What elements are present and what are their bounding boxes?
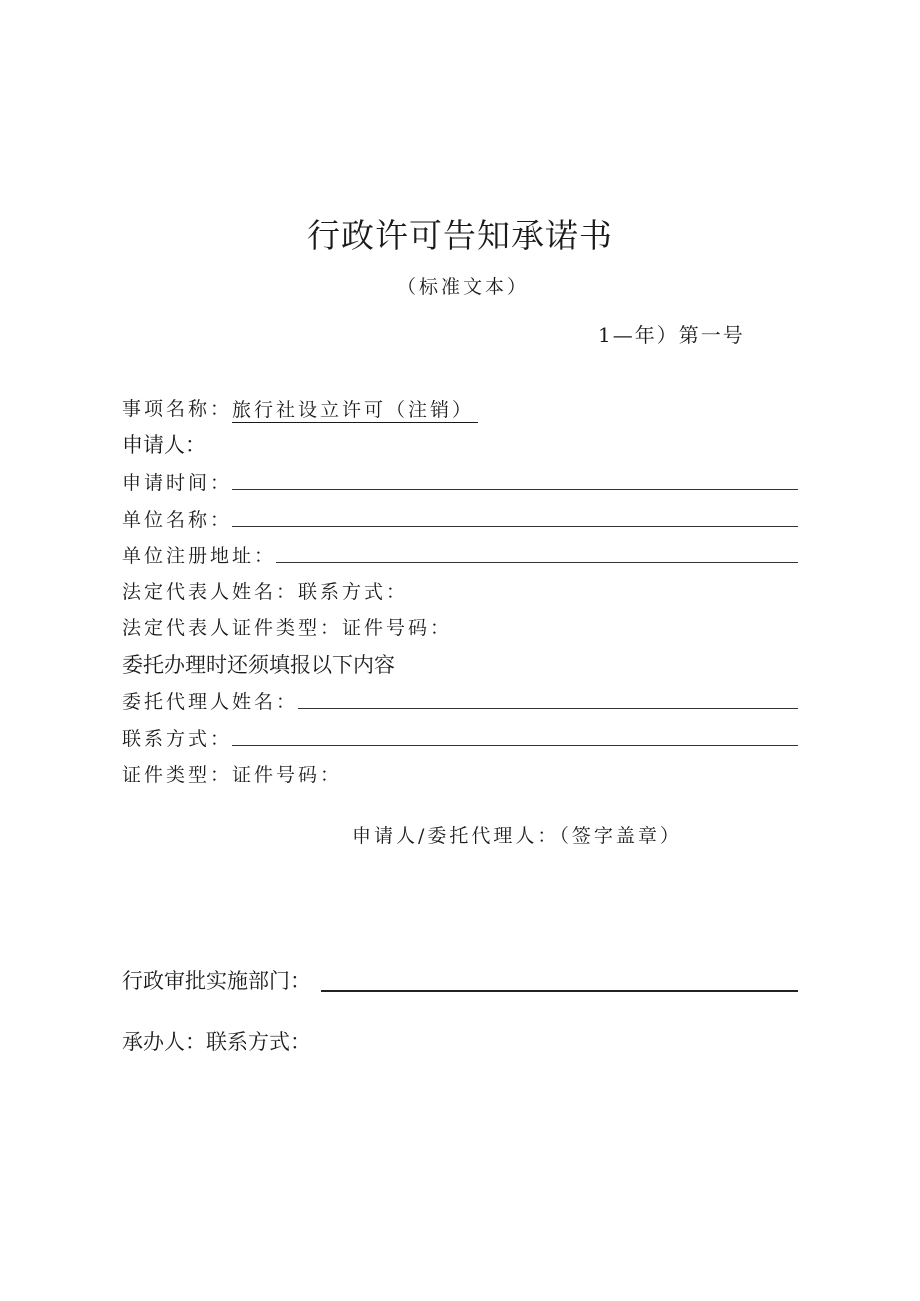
apply-time-field[interactable] bbox=[232, 489, 798, 490]
unit-name-field[interactable] bbox=[232, 526, 798, 527]
legal-rep-id-row bbox=[122, 614, 798, 642]
agent-contact-label: 联系方式： bbox=[122, 728, 233, 750]
agent-id-label: 证件类型：证件号码： bbox=[122, 764, 343, 786]
handler-contact-label: 承办人：联系方式： bbox=[122, 1030, 311, 1054]
agent-contact-row bbox=[122, 725, 798, 753]
agent-contact-field[interactable] bbox=[232, 745, 798, 746]
matter-name-value: 旅行社设立许可（注销） bbox=[232, 398, 478, 423]
approval-department-row bbox=[122, 966, 798, 996]
registered-address-field[interactable] bbox=[276, 562, 798, 563]
handler-contact-row bbox=[122, 1027, 798, 1057]
matter-name-label: 事项名称： bbox=[122, 398, 233, 420]
apply-time-row bbox=[122, 469, 798, 497]
signature-line: 申请人/委托代理人：（签字盖章） bbox=[352, 825, 682, 847]
legal-rep-name-contact-row bbox=[122, 578, 798, 606]
agent-name-row bbox=[122, 688, 798, 716]
registered-address-row bbox=[122, 542, 798, 570]
unit-name-row bbox=[122, 506, 798, 534]
agent-id-row bbox=[122, 761, 798, 789]
approval-department-label: 行政审批实施部门： bbox=[122, 969, 311, 993]
legal-rep-name-contact-label: 法定代表人姓名：联系方式： bbox=[122, 581, 409, 603]
document-title: 行政许可告知承诺书 bbox=[307, 216, 613, 255]
matter-name-row bbox=[122, 395, 798, 423]
document-subtitle: （标准文本） bbox=[396, 276, 529, 298]
unit-name-label: 单位名称： bbox=[122, 509, 233, 531]
agent-heading: 委托办理时还须填报以下内容 bbox=[122, 653, 395, 677]
legal-rep-id-label: 法定代表人证件类型：证件号码： bbox=[122, 617, 453, 639]
approval-department-field[interactable] bbox=[321, 990, 798, 992]
applicant-heading: 申请人： bbox=[122, 433, 206, 457]
document-number: 1—年）第一号 bbox=[598, 323, 745, 347]
registered-address-label: 单位注册地址： bbox=[122, 545, 277, 567]
agent-name-field[interactable] bbox=[298, 708, 798, 709]
agent-name-label: 委托代理人姓名： bbox=[122, 691, 299, 713]
apply-time-label: 申请时间： bbox=[122, 472, 233, 494]
